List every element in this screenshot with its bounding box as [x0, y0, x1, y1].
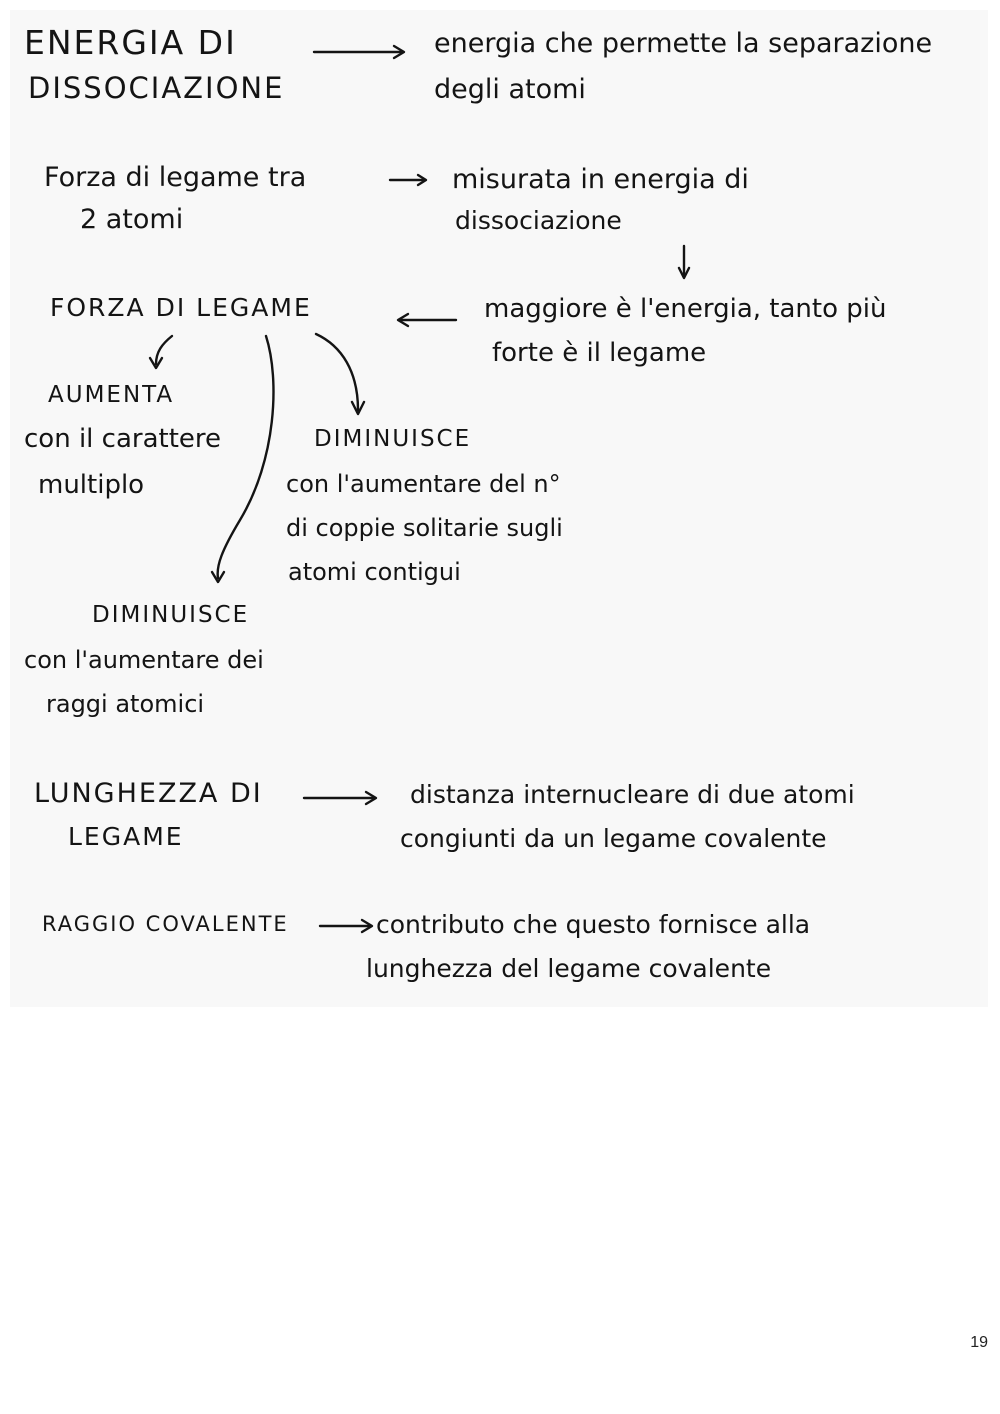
- arrow-forza-to-diminuisce-left: [212, 336, 273, 582]
- diminuisce-1-line1: con l'aumentare del n°: [286, 470, 561, 498]
- lunghezza-title-line1: LUNGHEZZA DI: [34, 778, 263, 809]
- arrow-raggio-to-definition: [320, 920, 372, 932]
- aumenta-line1: con il carattere: [24, 424, 222, 454]
- maggiore-line1: maggiore è l'energia, tanto più: [484, 294, 887, 324]
- arrow-forza-to-diminuisce-right: [316, 334, 364, 414]
- arrow-forza-to-misurata: [390, 175, 426, 185]
- energia-definition-line2: degli atomi: [434, 74, 586, 105]
- lunghezza-definition-line1: distanza internucleare di due atomi: [410, 780, 855, 809]
- diminuisce-1-line3: atomi contigui: [288, 558, 461, 586]
- lunghezza-title-line2: LEGAME: [68, 822, 184, 851]
- page-number: 19: [970, 1334, 988, 1351]
- diminuisce-title-2: DIMINUISCE: [92, 602, 250, 628]
- forza-di-legame-title: FORZA DI LEGAME: [50, 293, 312, 322]
- raggio-covalente-title: RAGGIO COVALENTE: [42, 912, 289, 936]
- forza-tra-atomi-line2: 2 atomi: [80, 204, 184, 235]
- diminuisce-2-line1: con l'aumentare dei: [24, 646, 264, 674]
- diminuisce-1-line2: di coppie solitarie sugli: [286, 514, 563, 542]
- aumenta-line2: multiplo: [38, 470, 145, 500]
- diminuisce-2-line2: raggi atomici: [46, 690, 205, 718]
- lunghezza-definition-line2: congiunti da un legame covalente: [400, 824, 827, 853]
- arrow-energia-to-definition: [314, 46, 404, 58]
- energia-title-line1: ENERGIA DI: [24, 23, 237, 62]
- arrow-down-to-maggiore: [679, 246, 689, 278]
- arrow-forza-to-aumenta: [150, 336, 172, 368]
- arrow-lunghezza-to-definition: [304, 792, 376, 804]
- energia-title-line2: DISSOCIAZIONE: [28, 71, 285, 105]
- maggiore-line2: forte è il legame: [492, 338, 707, 368]
- diminuisce-title-1: DIMINUISCE: [314, 426, 472, 452]
- misurata-line2: dissociazione: [455, 206, 622, 235]
- raggio-definition-line1: contributo che questo fornisce alla: [376, 910, 811, 939]
- misurata-line1: misurata in energia di: [452, 164, 749, 195]
- aumenta-title: AUMENTA: [48, 382, 175, 408]
- energia-definition-line1: energia che permette la separazione: [434, 28, 933, 59]
- forza-tra-atomi-line1: Forza di legame tra: [44, 162, 307, 193]
- arrow-maggiore-to-forza: [398, 314, 456, 326]
- raggio-definition-line2: lunghezza del legame covalente: [366, 954, 772, 983]
